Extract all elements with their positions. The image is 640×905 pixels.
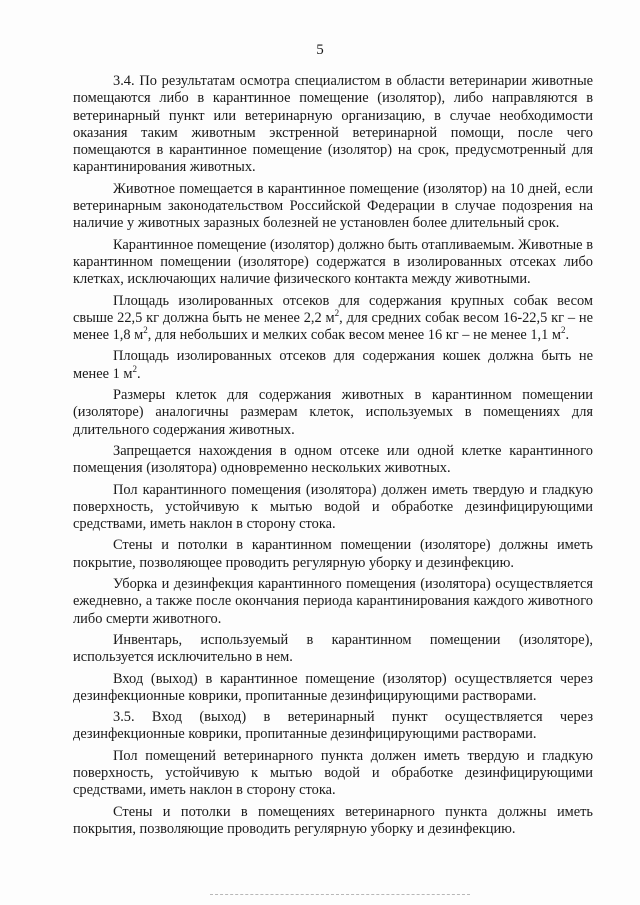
paragraph-vet-floor: Пол помещений ветеринарного пункта должен иметь твердую и гладкую поверхность, устойчивую к мытью водой и обработке дезинфицирующими средствами, иметь наклон в сторону стока. <box>73 747 593 799</box>
paragraph-quarantine-cleaning: Уборка и дезинфекция карантинного помещения (изолятора) осуществляется ежедневно, а также после окончания периода карантинирования каждого животного либо смерти животного. <box>73 576 593 627</box>
paragraph-quarantine-walls: Стены и потолки в карантинном помещении (изоляторе) должны иметь покрытие, позволяющее проводить регулярную уборку и дезинфекцию. <box>73 537 593 571</box>
dog-area-exp-3: 2 <box>561 325 566 336</box>
scan-edge-artifact <box>210 894 470 897</box>
paragraph-vet-walls: Стены и потолки в помещениях ветеринарного пункта должны иметь покрытия, позволяющие проводить регулярную уборку и дезинфекцию. <box>73 803 593 837</box>
cat-area-exp: 2 <box>132 363 137 374</box>
paragraph-quarantine-heating: Карантинное помещение (изолятор) должно быть отапливаемым. Животные в карантинном помещении (изоляторе) содержатся в изолированных отсеках либо клетках, исключающих наличие физического контакта между животными. <box>73 236 593 288</box>
dog-area-text-4: . <box>565 327 570 344</box>
page-number: 5 <box>316 42 324 58</box>
paragraph-3-5: 3.5. Вход (выход) в ветеринарный пункт осуществляется через дезинфекционные коврики, пропитанные дезинфицирующими растворами. <box>73 709 593 743</box>
dog-area-text-2: , для средних собак весом 16-22,5 кг – не менее 1,8 м <box>73 309 593 344</box>
paragraph-quarantine-entry: Вход (выход) в карантинное помещение (изолятор) осуществляется через дезинфекционные коврики, пропитанные дезинфицирующими растворами. <box>73 670 593 704</box>
paragraph-3-4: 3.4. По результатам осмотра специалистом в области ветеринарии животные помещаются либо в карантинное помещение (изолятор), либо направляются в ветеринарный пункт или ветеринарную организацию, в случае необходимости оказания таким животным экстренной ветеринарной помощи, после чего помещаются в карантинное помещение (изолятор) на срок, предусмотренный для карантинирования животных. <box>73 73 593 176</box>
dog-area-exp-2: 2 <box>143 325 148 336</box>
dog-area-exp-1: 2 <box>334 308 340 319</box>
cat-area-text: Площадь изолированных отсеков для содержания кошек должна быть не менее 1 м <box>73 348 593 382</box>
paragraph-cat-compartment-area <box>73 348 593 383</box>
paragraph-cage-sizes: Размеры клеток для содержания животных в карантинном помещении (изоляторе) аналогичны размерам клеток, используемых в помещениях для длительного содержания животных. <box>73 387 593 438</box>
document-body <box>73 73 593 842</box>
paragraph-quarantine-duration: Животное помещается в карантинное помещение (изолятор) на 10 дней, если ветеринарным законодательством Российской Федерации в случае подозрения на наличие у животных заразных болезней не установлен более длительный срок. <box>73 180 593 232</box>
cat-area-end: . <box>136 365 141 382</box>
dog-area-text-1: Площадь изолированных отсеков для содержания крупных собак весом свыше 22,5 кг должна быть не менее 2,2 м <box>73 292 593 326</box>
dog-area-text-3: , для небольших и мелких собак весом менее 16 кг – не менее 1,1 м <box>147 327 562 344</box>
paragraph-quarantine-inventory: Инвентарь, используемый в карантинном помещении (изоляторе), используется исключительно в нем. <box>73 631 593 666</box>
paragraph-single-animal: Запрещается нахождения в одном отсеке или одной клетке карантинного помещения (изолятора) одновременно нескольких животных. <box>73 442 593 477</box>
paragraph-quarantine-floor: Пол карантинного помещения (изолятора) должен иметь твердую и гладкую поверхность, устойчивую к мытью водой и обработке дезинфицирующими средствами, иметь наклон в сторону стока. <box>73 481 593 533</box>
paragraph-dog-compartment-area <box>73 293 593 345</box>
